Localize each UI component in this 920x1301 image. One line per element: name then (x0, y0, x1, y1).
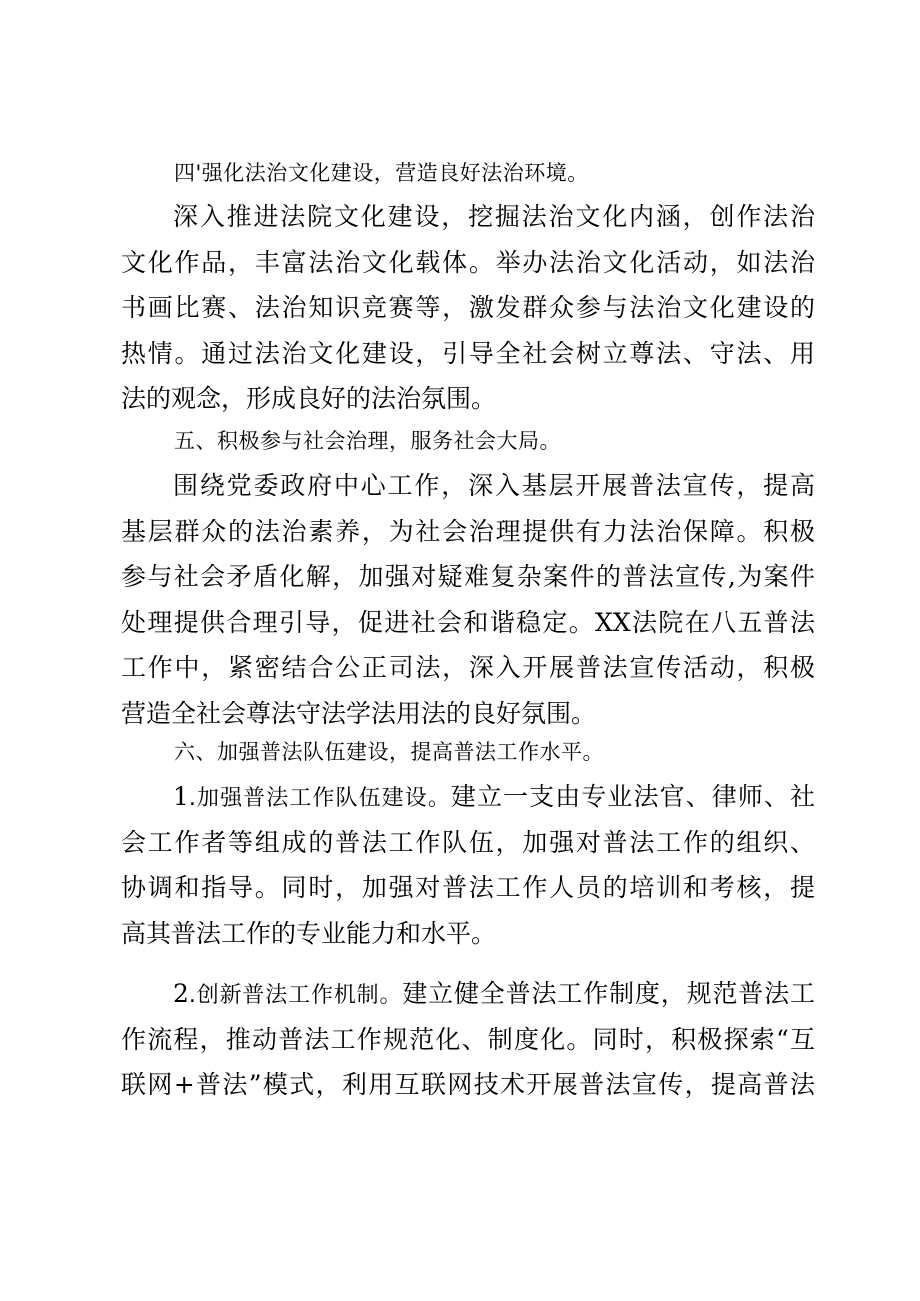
item-number: 2 (173, 979, 189, 1008)
section-heading-5: 五、积极参与社会治理，服务社会大局。 (174, 429, 561, 453)
section-heading-6: 六、加强普法队伍建设，提高普法工作水平。 (174, 740, 604, 764)
paragraph-line: 热情。通过法治文化建设，引导全社会树立尊法、守法、用 (121, 338, 815, 368)
paragraph-line: 参与社会矛盾化解，加强对疑难复杂案件的普法宣传,为案件 (121, 562, 815, 591)
paragraph-line: 处理提供合理引导，促进社会和谐稳定。XX法院在八五普法 (121, 607, 815, 637)
item-title: .创新普法工作机制。 (188, 983, 403, 1008)
paragraph-line (121, 971, 815, 1017)
paragraph-line: 法的观念，形成良好的法治氛围。 (121, 384, 497, 413)
paragraph-line: 书画比赛、法治知识竞赛等，激发群众参与法治文化建设的 (121, 293, 815, 322)
paragraph-line: 工作中，紧密结合公正司法，深入开展普法宣传活动，积极 (121, 653, 815, 682)
paragraph-line (121, 774, 815, 820)
paragraph-line: 作流程，推动普法工作规范化、制度化。同时，积极探索“互 (121, 1024, 815, 1054)
section-paragraph-5 (121, 463, 815, 736)
paragraph-line: 营造全社会尊法守法学法用法的良好氛围。 (121, 698, 597, 728)
item-number: 1 (173, 782, 189, 811)
paragraph-line: 文化作品，丰富法治文化载体。举办法治文化活动，如法治 (121, 247, 815, 277)
paragraph-line: 协调和指导。同时，加强对普法工作人员的培训和考核，提 (121, 873, 815, 902)
paragraph-line: 会工作者等组成的普法工作队伍，加强对普法工作的组织、 (121, 827, 815, 857)
section-heading-4: 四'强化法治文化建设，营造良好法治环境。 (174, 161, 589, 185)
item-text: 建立一支由专业法官、律师、社 (450, 782, 815, 811)
paragraph-line: 深入推进法院文化建设，挖掘法治文化内涵，创作法治 (173, 202, 815, 231)
item-title: .加强普法工作队伍建设。 (188, 786, 451, 811)
list-item-2 (121, 971, 815, 1108)
item-text: 建立健全普法工作制度，规范普法工 (402, 979, 815, 1008)
list-item-1 (121, 774, 815, 956)
paragraph-line: 联网+普法”模式，利用互联网技术开展普法宣传，提高普法 (121, 1070, 815, 1099)
paragraph-line: 高其普法工作的专业能力和水平。 (121, 918, 497, 948)
paragraph-line: 围绕党委政府中心工作，深入基层开展普法宣传，提高 (173, 471, 815, 500)
section-paragraph-4 (121, 194, 815, 422)
paragraph-line: 基层群众的法治素养，为社会治理提供有力法治保障。积极 (121, 516, 815, 546)
